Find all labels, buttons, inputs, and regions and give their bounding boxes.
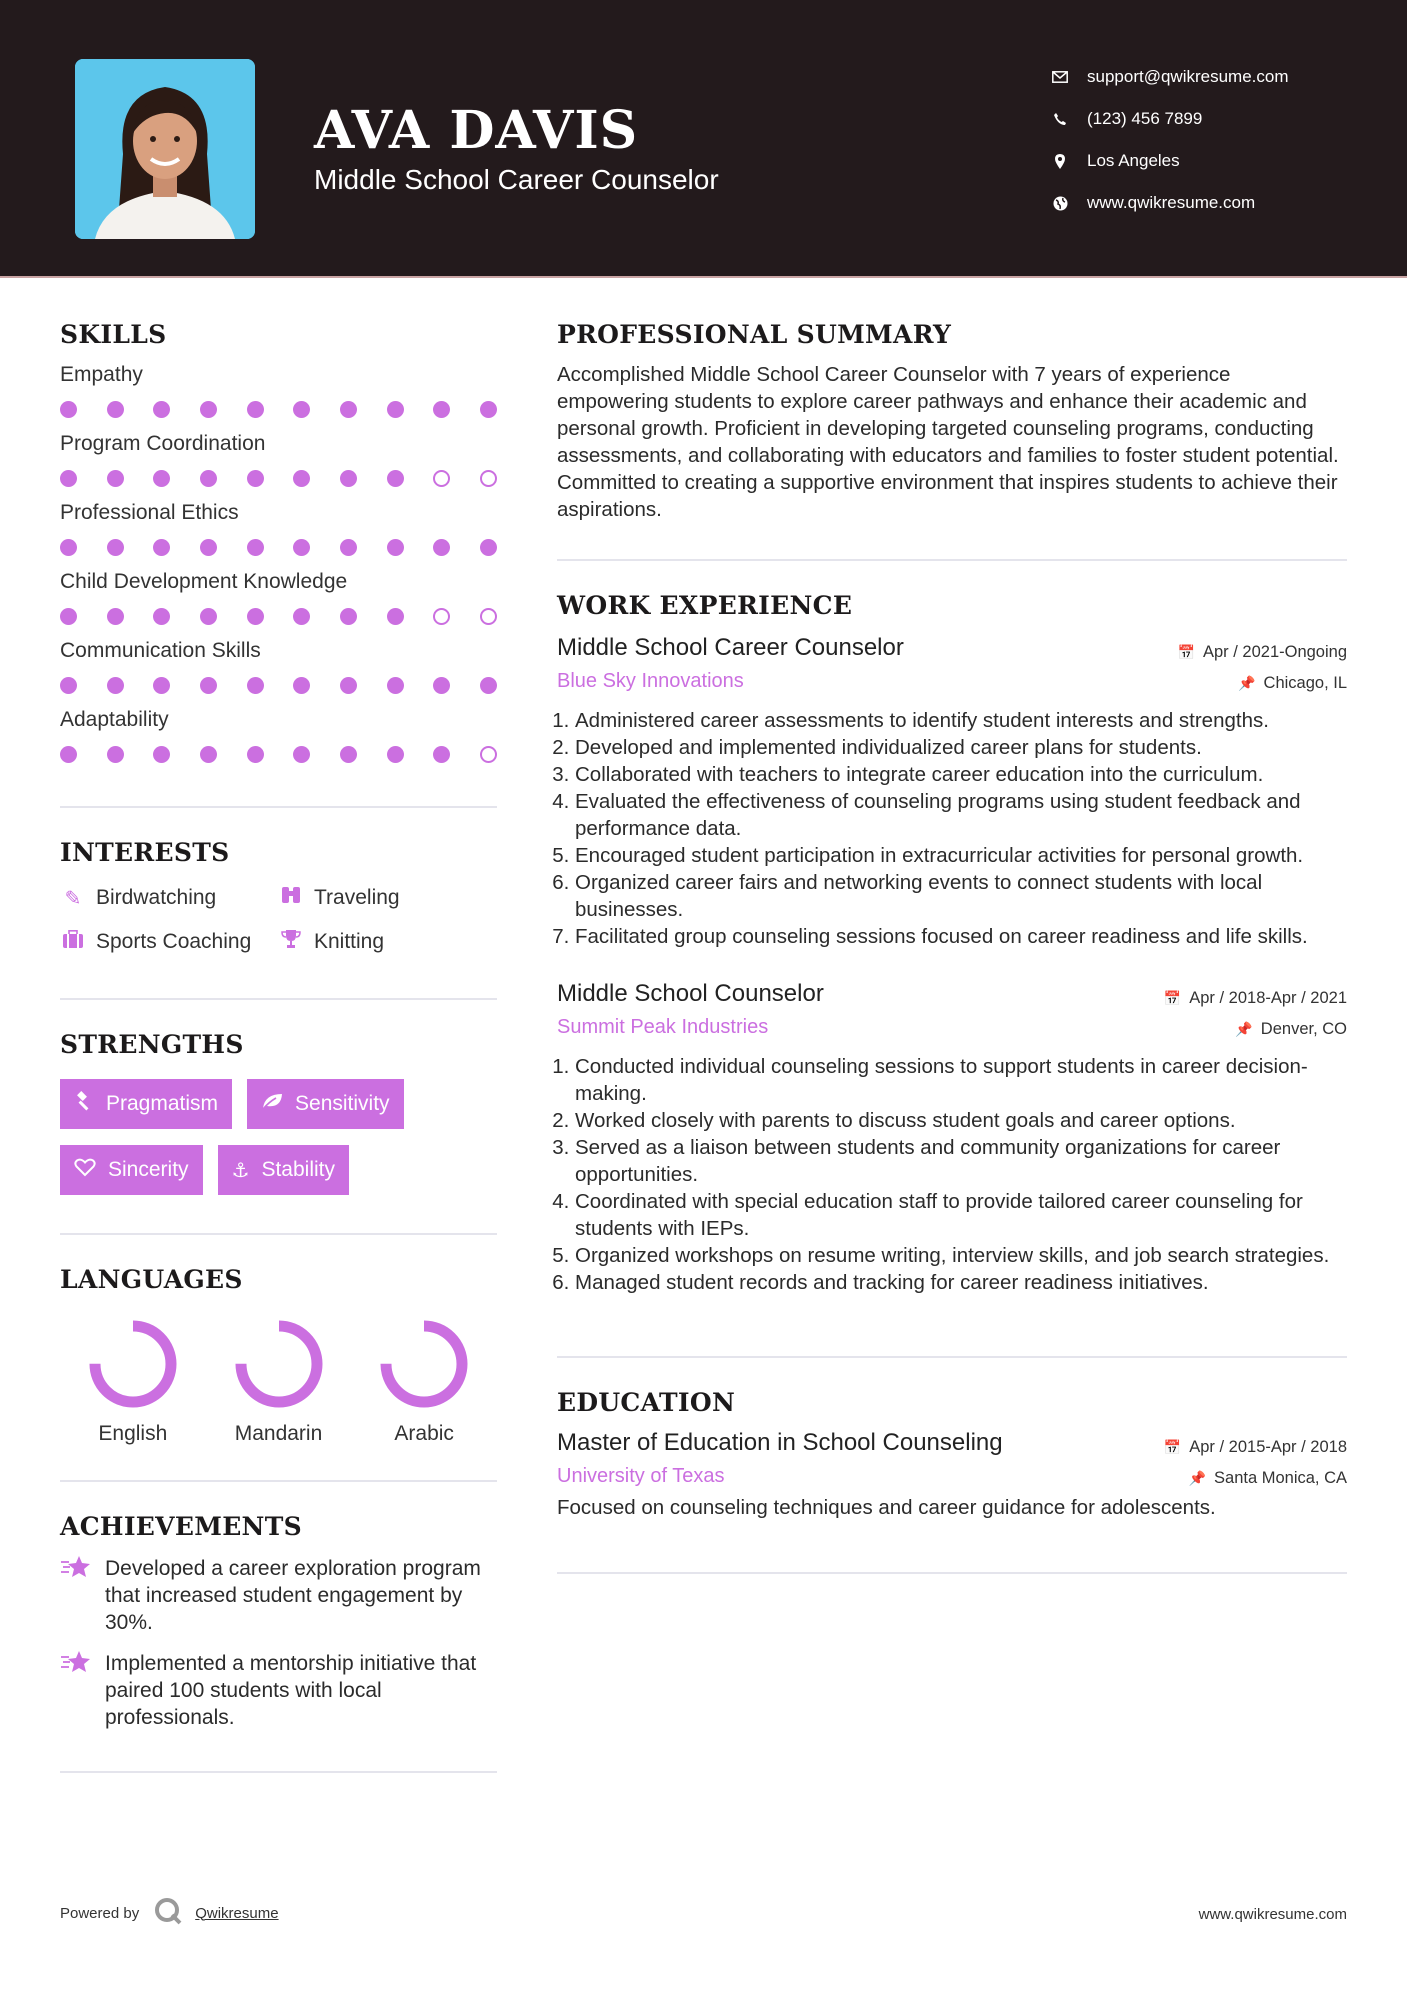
- interest-label: Birdwatching: [96, 886, 217, 909]
- rating-dot-filled: [153, 539, 170, 556]
- section-divider: [60, 1233, 497, 1235]
- rating-dot-filled: [200, 746, 217, 763]
- rating-dot-filled: [293, 608, 310, 625]
- education-description: Focused on counseling techniques and career guidance for adolescents.: [557, 1496, 1216, 1519]
- language-item: [206, 1320, 352, 1446]
- experience-section: [557, 591, 1347, 1296]
- profile-photo: [75, 59, 255, 239]
- language-label: English: [98, 1422, 168, 1445]
- language-level-arc: [241, 1326, 317, 1402]
- strength-label: Sincerity: [108, 1158, 189, 1181]
- skill-rating: [60, 746, 497, 763]
- rating-dot-filled: [340, 608, 357, 625]
- edit-icon: ✎: [64, 887, 82, 910]
- education-subheader: [557, 1465, 1347, 1488]
- rating-dot-filled: [153, 608, 170, 625]
- summary-heading: PROFESSIONAL SUMMARY: [557, 320, 952, 349]
- rating-dot-filled: [60, 677, 77, 694]
- binoculars-icon: [278, 885, 304, 911]
- job-entry: [557, 634, 1347, 950]
- strength-tag: [60, 1145, 203, 1195]
- strength-label: Pragmatism: [106, 1092, 219, 1115]
- contact-email-text: support@qwikresume.com: [1087, 67, 1289, 86]
- interest-label: Sports Coaching: [96, 930, 252, 953]
- education-location: [1189, 1469, 1347, 1488]
- job-company: Summit Peak Industries: [557, 1016, 769, 1038]
- strengths-heading: STRENGTHS: [60, 1030, 244, 1059]
- map-pin-icon: [1050, 154, 1070, 169]
- section-divider: [557, 1572, 1347, 1574]
- rating-dot-filled: [387, 746, 404, 763]
- skill-rating: [60, 677, 497, 694]
- education-section: [557, 1388, 1347, 1520]
- achievement-text: Developed a career exploration program that increased student engagement by 30%.: [105, 1557, 481, 1634]
- skill-rating: [60, 539, 497, 556]
- rating-dot-filled: [247, 746, 264, 763]
- rating-dot-filled: [60, 401, 77, 418]
- achievements-section: [60, 1512, 497, 1731]
- rating-dot-filled: [340, 539, 357, 556]
- rating-dot-filled: [153, 470, 170, 487]
- achievement-item: [60, 1650, 497, 1731]
- skill-name: Empathy: [60, 363, 143, 386]
- rating-dot-filled: [247, 539, 264, 556]
- job-location: [1235, 1020, 1347, 1039]
- rating-dot-filled: [153, 677, 170, 694]
- pushpin-icon: 📌: [1188, 1470, 1207, 1486]
- footer-powered-by: [60, 1896, 279, 1930]
- job-role: Middle School Career Counselor: [557, 634, 904, 661]
- rating-dot-filled: [293, 746, 310, 763]
- skills-section: [60, 320, 497, 763]
- rating-dot-filled: [107, 401, 124, 418]
- language-level-ring: [89, 1320, 177, 1408]
- language-level-ring: [235, 1320, 323, 1408]
- skill-name: Communication Skills: [60, 639, 261, 662]
- rating-dot-filled: [340, 470, 357, 487]
- rating-dot-filled: [433, 746, 450, 763]
- interests-heading: INTERESTS: [60, 838, 230, 867]
- skills-heading: SKILLS: [60, 320, 167, 349]
- rating-dot-empty: [433, 470, 450, 487]
- rating-dot-filled: [293, 401, 310, 418]
- skill-name: Adaptability: [60, 708, 169, 731]
- interest-item: [278, 885, 497, 911]
- contact-website[interactable]: [1050, 182, 1390, 224]
- candidate-title: Middle School Career Counselor: [314, 164, 719, 195]
- rating-dot-filled: [480, 539, 497, 556]
- languages-heading: LANGUAGES: [60, 1265, 243, 1294]
- rating-dot-filled: [107, 608, 124, 625]
- star-icon: [60, 1555, 94, 1636]
- achievement-item: [60, 1555, 497, 1636]
- interest-item: [278, 929, 497, 955]
- rating-dot-filled: [387, 677, 404, 694]
- achievement-text: Implemented a mentorship initiative that paired 100 students with local professionals.: [105, 1652, 477, 1729]
- job-role: Middle School Counselor: [557, 980, 824, 1007]
- right-column: [557, 320, 1347, 1574]
- section-divider: [60, 1771, 497, 1773]
- rating-dot-filled: [247, 470, 264, 487]
- gavel-icon: [74, 1091, 94, 1117]
- qwikresume-logo-icon: [153, 1896, 183, 1930]
- contact-website-text: www.qwikresume.com: [1087, 193, 1256, 212]
- section-divider: [60, 1480, 497, 1482]
- heart-icon: [74, 1158, 96, 1183]
- pushpin-icon: 📌: [1235, 1021, 1253, 1037]
- interest-item: [60, 929, 278, 955]
- rating-dot-filled: [200, 608, 217, 625]
- interests-list: [60, 885, 497, 955]
- language-level-arc: [95, 1326, 171, 1402]
- education-dates: [1164, 1438, 1347, 1457]
- interests-section: [60, 838, 497, 955]
- skill-name: Program Coordination: [60, 432, 266, 455]
- rating-dot-filled: [387, 539, 404, 556]
- summary-section: [557, 320, 1347, 523]
- left-column: [60, 320, 497, 1773]
- contact-location: [1050, 140, 1390, 182]
- rating-dot-filled: [433, 539, 450, 556]
- job-bullet: 7. Facilitated group counseling sessions focused on career readiness and life skills.: [575, 923, 1347, 950]
- strengths-section: [60, 1030, 497, 1195]
- job-bullet: 4. Evaluated the effectiveness of counseling programs using student feedback and performance data.: [575, 788, 1347, 842]
- language-level-ring: [380, 1320, 468, 1408]
- rating-dot-filled: [200, 470, 217, 487]
- rating-dot-filled: [293, 470, 310, 487]
- rating-dot-filled: [433, 677, 450, 694]
- languages-list: [60, 1320, 497, 1446]
- language-level-arc: [386, 1326, 462, 1402]
- job-subheader: [557, 1016, 1347, 1039]
- rating-dot-filled: [340, 401, 357, 418]
- envelope-icon: [1050, 71, 1070, 83]
- job-bullets: [557, 1053, 1347, 1296]
- rating-dot-filled: [200, 401, 217, 418]
- leaf-icon: [261, 1092, 283, 1116]
- rating-dot-empty: [433, 608, 450, 625]
- education-degree: Master of Education in School Counseling: [557, 1429, 1003, 1456]
- job-bullet: 6. Managed student records and tracking for career readiness initiatives.: [575, 1269, 1347, 1296]
- job-bullet: 5. Organized workshops on resume writing, interview skills, and job search strategies.: [575, 1242, 1347, 1269]
- contact-phone[interactable]: [1050, 98, 1390, 140]
- rating-dot-filled: [433, 401, 450, 418]
- rating-dot-empty: [480, 470, 497, 487]
- contact-location-text: Los Angeles: [1087, 151, 1180, 170]
- rating-dot-filled: [387, 401, 404, 418]
- job-bullet: 2. Worked closely with parents to discuss student goals and career options.: [575, 1107, 1347, 1134]
- rating-dot-filled: [107, 539, 124, 556]
- section-divider: [557, 559, 1347, 561]
- education-heading: EDUCATION: [557, 1388, 736, 1417]
- phone-icon: [1050, 112, 1070, 126]
- rating-dot-filled: [107, 746, 124, 763]
- globe-icon: [1050, 196, 1070, 211]
- job-bullet: 3. Served as a liaison between students and community organizations for career opportunities.: [575, 1134, 1347, 1188]
- job-dates: [1164, 989, 1347, 1008]
- experience-heading: WORK EXPERIENCE: [557, 591, 853, 620]
- rating-dot-filled: [60, 539, 77, 556]
- powered-by-label: Powered by: [60, 1904, 140, 1922]
- education-location-text: Santa Monica, CA: [1214, 1469, 1347, 1487]
- rating-dot-filled: [480, 677, 497, 694]
- interest-label: Knitting: [314, 930, 385, 953]
- job-bullet: 1. Administered career assessments to identify student interests and strengths.: [575, 707, 1347, 734]
- contact-list: [1050, 56, 1390, 224]
- language-label: Arabic: [394, 1422, 454, 1445]
- skill-rating: [60, 608, 497, 625]
- section-divider: [557, 1356, 1347, 1358]
- skills-list: [60, 362, 497, 763]
- language-label: Mandarin: [234, 1422, 323, 1445]
- language-item: [60, 1320, 206, 1446]
- section-divider: [60, 998, 497, 1000]
- skill-name: Child Development Knowledge: [60, 570, 348, 593]
- rating-dot-filled: [387, 470, 404, 487]
- rating-dot-filled: [340, 746, 357, 763]
- rating-dot-filled: [293, 677, 310, 694]
- rating-dot-filled: [60, 470, 77, 487]
- rating-dot-filled: [293, 539, 310, 556]
- resume-header: [0, 0, 1407, 276]
- contact-phone-text: (123) 456 7899: [1087, 109, 1203, 128]
- languages-section: [60, 1265, 497, 1446]
- header-underline: [0, 276, 1407, 278]
- footer-website[interactable]: www.qwikresume.com: [1198, 1906, 1347, 1923]
- calendar-icon: 📅: [1163, 1439, 1182, 1455]
- trophy-icon: [278, 929, 304, 955]
- job-subheader: [557, 670, 1347, 693]
- strength-label: Stability: [261, 1158, 335, 1181]
- job-bullet: 3. Collaborated with teachers to integrate career education into the curriculum.: [575, 761, 1347, 788]
- skill-rating: [60, 401, 497, 418]
- section-divider: [60, 806, 497, 808]
- candidate-name: AVA DAVIS: [314, 100, 639, 161]
- rating-dot-filled: [200, 539, 217, 556]
- rating-dot-filled: [247, 401, 264, 418]
- pushpin-icon: 📌: [1238, 675, 1256, 691]
- strength-label: Sensitivity: [295, 1092, 390, 1115]
- rating-dot-filled: [247, 608, 264, 625]
- anchor-icon: ⚓: [231, 1159, 250, 1182]
- job-bullet: 1. Conducted individual counseling sessions to support students in career decision-making.: [575, 1053, 1347, 1107]
- strength-tag: [60, 1079, 232, 1129]
- rating-dot-filled: [107, 677, 124, 694]
- strengths-list: [60, 1079, 497, 1195]
- language-item: [351, 1320, 497, 1446]
- job-location: [1238, 674, 1347, 693]
- rating-dot-filled: [153, 746, 170, 763]
- summary-text: Accomplished Middle School Career Counselor with 7 years of experience empowering students to explore career pathways and enhance their academic and personal growth. Proficient in developing targeted counseling programs, conducting assessments, and collaborating with educators and families to foster student potential. Committed to creating a supportive environment that inspires students to achieve their aspirations.: [557, 363, 1339, 521]
- education-school: University of Texas: [557, 1465, 725, 1487]
- job-entry: [557, 980, 1347, 1296]
- rating-dot-filled: [340, 677, 357, 694]
- job-header: [557, 980, 1347, 1008]
- rating-dot-empty: [480, 608, 497, 625]
- rating-dot-empty: [480, 746, 497, 763]
- job-location-text: Chicago, IL: [1263, 674, 1347, 692]
- skill-rating: [60, 470, 497, 487]
- star-icon: [60, 1650, 94, 1731]
- job-bullet: 4. Coordinated with special education staff to provide tailored career counseling for students with IEPs.: [575, 1188, 1347, 1242]
- rating-dot-filled: [200, 677, 217, 694]
- education-header: [557, 1429, 1347, 1457]
- rating-dot-filled: [153, 401, 170, 418]
- job-company: Blue Sky Innovations: [557, 670, 744, 692]
- skill-name: Professional Ethics: [60, 501, 239, 524]
- rating-dot-filled: [247, 677, 264, 694]
- rating-dot-filled: [107, 470, 124, 487]
- job-location-text: Denver, CO: [1260, 1020, 1347, 1038]
- strength-tag: [247, 1079, 404, 1129]
- qwikresume-link[interactable]: Qwikresume: [195, 1904, 279, 1922]
- interest-item: [60, 885, 278, 911]
- contact-email[interactable]: [1050, 56, 1390, 98]
- interest-label: Traveling: [314, 886, 400, 909]
- calendar-icon: 📅: [1177, 644, 1195, 660]
- rating-dot-filled: [387, 608, 404, 625]
- job-bullet: 2. Developed and implemented individualized career plans for students.: [575, 734, 1347, 761]
- strength-tag: [218, 1145, 349, 1195]
- rating-dot-filled: [60, 746, 77, 763]
- job-dates-text: Apr / 2021-Ongoing: [1202, 643, 1347, 661]
- education-dates-text: Apr / 2015-Apr / 2018: [1189, 1438, 1347, 1456]
- briefcase-icon: [60, 930, 86, 955]
- job-bullet: 6. Organized career fairs and networking events to connect students with local businesses.: [575, 869, 1347, 923]
- job-bullet: 5. Encouraged student participation in extracurricular activities for personal growth.: [575, 842, 1347, 869]
- job-header: [557, 634, 1347, 662]
- rating-dot-filled: [480, 401, 497, 418]
- calendar-icon: 📅: [1163, 990, 1182, 1006]
- job-bullets: [557, 707, 1347, 950]
- job-dates-text: Apr / 2018-Apr / 2021: [1189, 989, 1347, 1007]
- achievements-heading: ACHIEVEMENTS: [60, 1512, 302, 1541]
- rating-dot-filled: [60, 608, 77, 625]
- job-dates: [1178, 643, 1347, 662]
